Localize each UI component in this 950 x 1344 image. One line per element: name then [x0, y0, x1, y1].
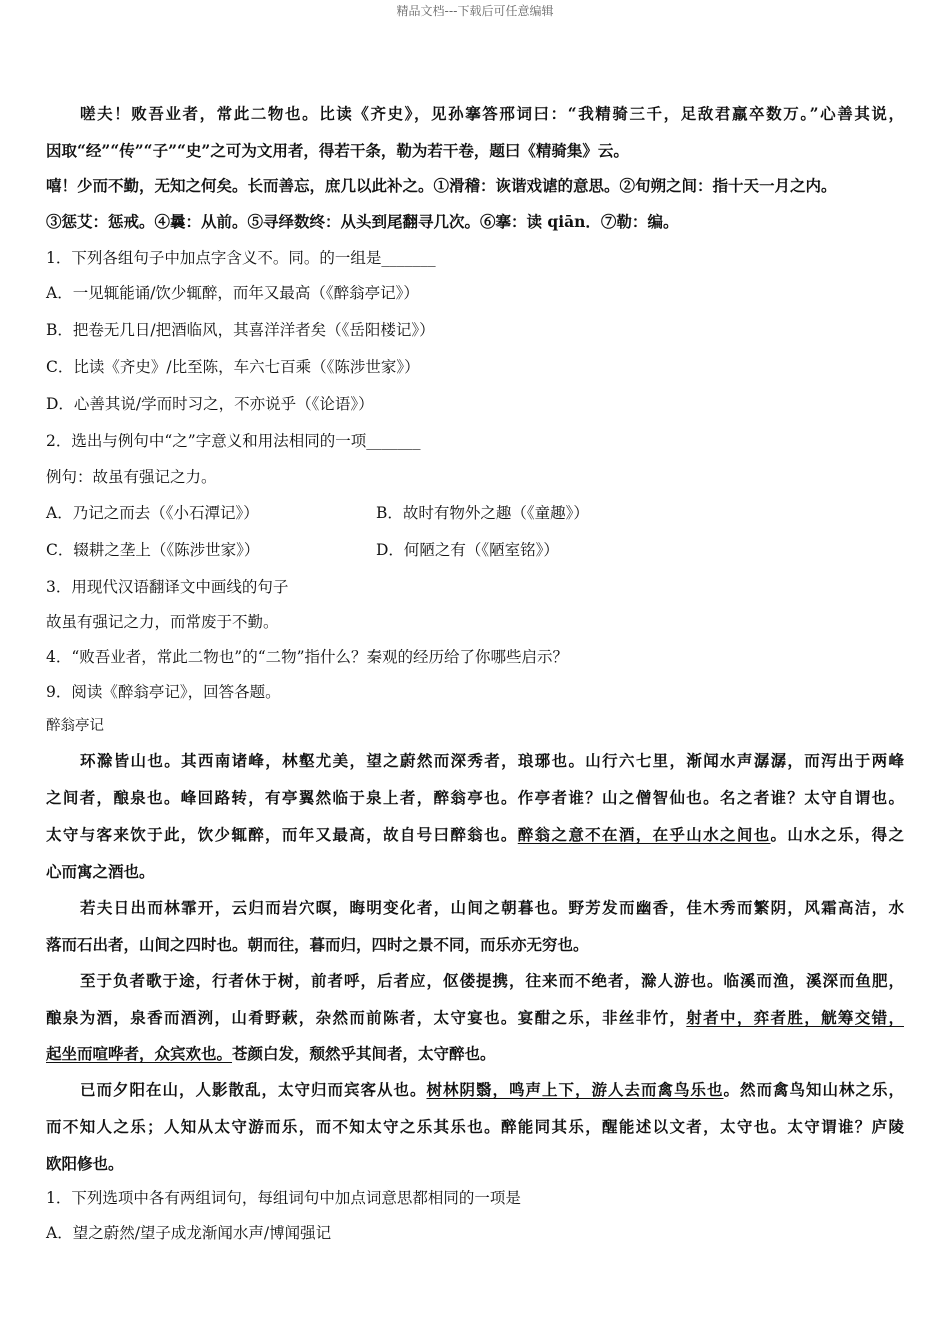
q4-stem: 4．“败吾业者，常此二物也”的“二物”指什么？秦观的经历给了你哪些启示？ [46, 648, 569, 666]
q1-option-a: A．一见辄能诵/饮少辄醉，而年又最高（《醉翁亭记》） [46, 284, 419, 302]
q3-sentence: 故虽有强记之力，而常废于不勤。 [46, 613, 279, 631]
passage1-line1: 嗟夫！败吾业者，常此二物也。比读《齐史》，见孙搴答邢词曰：“我精骑三千，足敌君羸卒数万。”心善其说， [80, 104, 904, 123]
q1-option-b: B．把卷无几日/把酒临风，其喜洋洋者矣（《岳阳楼记》） [46, 321, 435, 339]
q2-option-d: D．何陋之有（《陋室铭》） [376, 541, 559, 559]
q2-option-a: A．乃记之而去（《小石潭记》） [46, 504, 259, 522]
zuiweng-p4-line1-text-b: 。然而禽鸟知山林之乐， [723, 1080, 904, 1099]
underlined-sentence-3: 树林阴翳，鸣声上下，游人去而禽鸟乐也 [426, 1080, 724, 1099]
q3-stem: 3．用现代汉语翻译文中画线的句子 [46, 578, 289, 596]
zuiweng-p2-line1: 若夫日出而林霏开，云归而岩穴暝，晦明变化者，山间之朝暮也。野芳发而幽香，佳木秀而繁阴，风霜高洁，水 [80, 898, 904, 917]
zuiweng-p3-line3-text-b: 苍颜白发，颓然乎其间者，太守醉也。 [232, 1044, 496, 1063]
q2-options-row1 [46, 502, 904, 524]
section9-q1-option-a: A．望之蔚然/望子成龙渐闻水声/博闻强记 [46, 1224, 332, 1242]
passage1-line2: 因取“经”“传”“子”“史”之可为文用者，得若干条，勒为若干卷，题曰《精骑集》云。 [46, 141, 629, 160]
underlined-sentence-2b: 起坐而喧哗者，众宾欢也。 [46, 1044, 233, 1063]
zuiweng-p1-line3-text-b: 。山水之乐，得之 [770, 825, 904, 844]
q1-stem: 1．下列各组句子中加点字含义不。同。的一组是_______ [46, 249, 436, 267]
q2-stem: 2．选出与例句中“之”字意义和用法相同的一项_______ [46, 432, 421, 450]
zuiweng-p4-line3: 欧阳修也。 [46, 1154, 124, 1173]
q2-example: 例句：故虽有强记之力。 [46, 468, 217, 486]
zuiweng-p1-line4: 心而寓之酒也。 [46, 862, 155, 881]
passage1-line3: 嘻！少而不勤，无知之何矣。长而善忘，庶几以此补之。①滑稽：诙谐戏谑的意思。②旬朔之间：指十天一月之内。 [46, 176, 837, 195]
zuiweng-p3-line2 [46, 1007, 904, 1029]
q2-options-row2 [46, 539, 904, 561]
section9-q1-stem: 1．下列选项中各有两组词句，每组词句中加点词意思都相同的一项是 [46, 1189, 521, 1207]
zuiweng-p3-line1: 至于负者歌于途，行者休于树，前者呼，后者应，伛偻提携，往来而不绝者，滁人游也。临溪而渔，溪深而鱼肥， [80, 971, 904, 990]
underlined-sentence-2a: 射者中，弈者胜，觥筹交错， [686, 1008, 904, 1027]
section9-intro: 9．阅读《醉翁亭记》，回答各题。 [46, 683, 281, 701]
zuiweng-p4-line2: 而不知人之乐；人知从太守游而乐，而不知太守之乐其乐也。醉能同其乐，醒能述以文者，太守也。太守谓谁？庐陵 [46, 1117, 904, 1136]
zuiweng-p3-line2-text-a: 酿泉为酒，泉香而酒洌，山肴野蔌，杂然而前陈者，太守宴也。宴酣之乐，非丝非竹， [46, 1008, 687, 1027]
zuiweng-p3-line3 [46, 1043, 496, 1065]
q1-option-d: D．心善其说/学而时习之，不亦说乎（《论语》） [46, 395, 374, 413]
zuiweng-p4-line1 [80, 1079, 904, 1101]
zuiweng-p1-line1: 环滁皆山也。其西南诸峰，林壑尤美，望之蔚然而深秀者，琅琊也。山行六七里，渐闻水声潺潺，而泻出于两峰 [80, 751, 904, 770]
passage1-line4: ③惩艾：惩戒。④曩：从前。⑤寻绎数终：从头到尾翻寻几次。⑥搴：读 qiān．⑦勒：编。 [46, 212, 679, 231]
page-header: 精品文档---下载后可任意编辑 [396, 4, 554, 18]
section9-title: 醉翁亭记 [46, 718, 104, 734]
zuiweng-p4-line1-text-a: 已而夕阳在山，人影散乱，太守归而宾客从也。 [80, 1080, 427, 1099]
q1-option-c: C．比读《齐史》/比至陈，车六七百乘（《陈涉世家》） [46, 358, 420, 376]
underlined-sentence-1: 醉翁之意不在酒，在乎山水之间也 [517, 825, 771, 844]
q2-option-c: C．辍耕之垄上（《陈涉世家》） [46, 541, 260, 559]
zuiweng-p1-line2: 之间者，酿泉也。峰回路转，有亭翼然临于泉上者，醉翁亭也。作亭者谁？山之僧智仙也。名之者谁？太守自谓也。 [46, 788, 904, 807]
zuiweng-p2-line2: 落而石出者，山间之四时也。朝而往，暮而归，四时之景不同，而乐亦无穷也。 [46, 935, 589, 954]
q2-option-b: B．故时有物外之趣（《童趣》） [376, 504, 589, 522]
zuiweng-p1-line3 [46, 824, 904, 846]
zuiweng-p1-line3-text-a: 太守与客来饮于此，饮少辄醉，而年又最高，故自号曰醉翁也。 [46, 825, 518, 844]
